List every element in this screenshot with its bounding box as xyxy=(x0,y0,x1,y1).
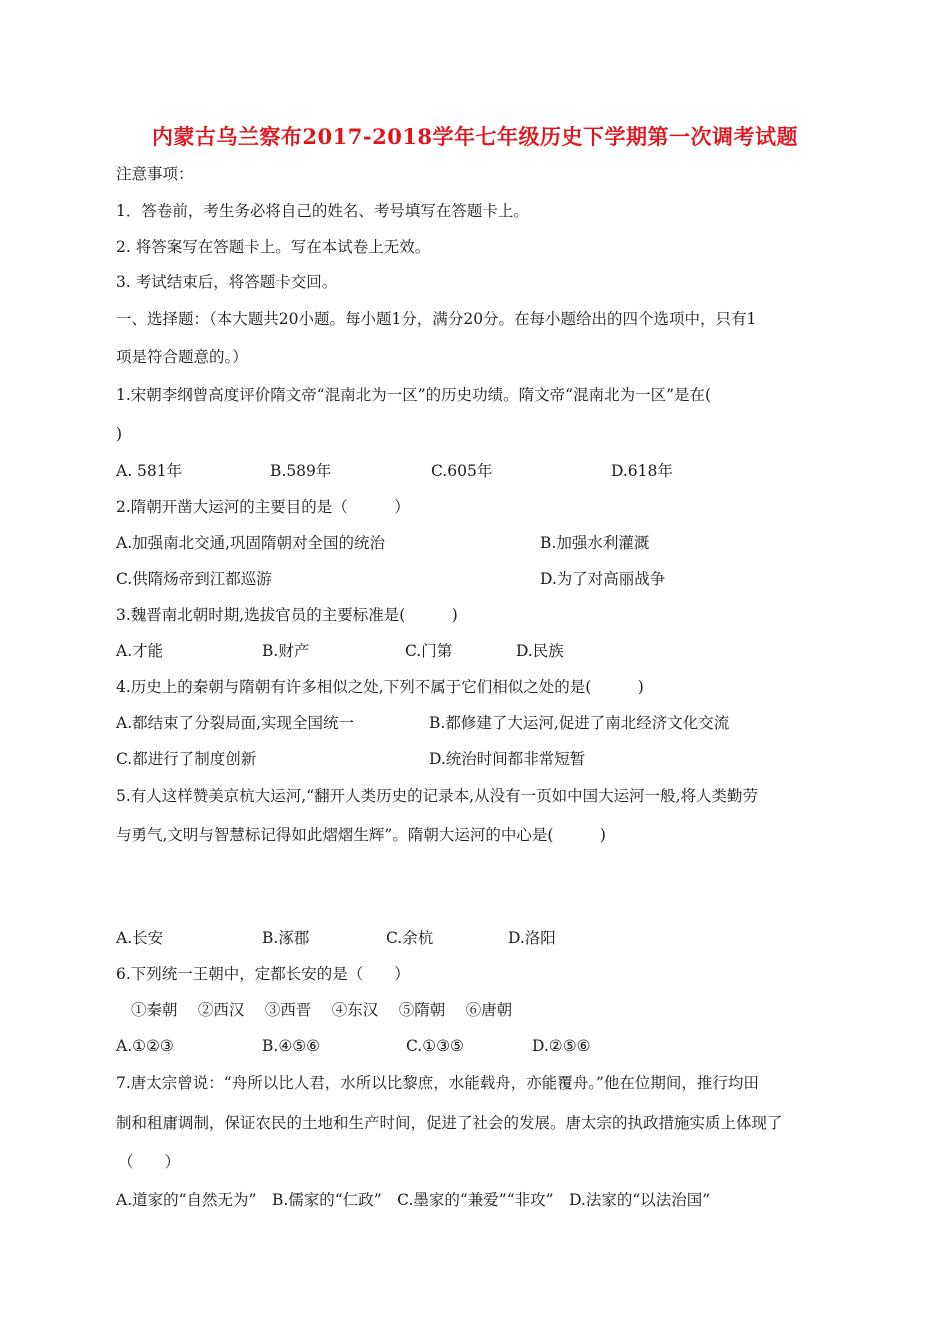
q6-choices: ①秦朝 ②西汉 ③西晋 ④东汉 ⑤隋朝 ⑥唐朝 xyxy=(131,1001,513,1019)
q2-option-a: A.加强南北交通,巩固隋朝对全国的统治 xyxy=(116,534,386,552)
q6-option-c: C.①③⑤ xyxy=(406,1037,464,1055)
question-7-blank: （ ） xyxy=(118,1153,181,1171)
q1-option-c: C.605年 xyxy=(431,462,493,480)
question-6-stem: 6.下列统一王朝中，定都长安的是（ ） xyxy=(116,965,410,983)
question-5-stem-cont: 与勇气,文明与智慧标记得如此熠熠生辉”。隋朝大运河的中心是( ) xyxy=(116,826,606,844)
question-7-stem: 7.唐太宗曾说：“舟所以比人君，水所以比黎庶，水能载舟，亦能覆舟。”他在位期间，推行均田 xyxy=(116,1074,759,1092)
question-4-stem: 4.历史上的秦朝与隋朝有许多相似之处,下列不属于它们相似之处的是( ) xyxy=(116,678,644,696)
question-7-stem-cont: 制和租庸调制，保证农民的土地和生产时间，促进了社会的发展。唐太宗的执政措施实质上体现了 xyxy=(116,1114,783,1132)
question-3-stem: 3.魏晋南北朝时期,选拔官员的主要标准是( ) xyxy=(116,606,458,624)
q2-option-c: C.供隋炀帝到江都巡游 xyxy=(116,570,272,588)
q5-option-c: C.余杭 xyxy=(386,929,434,947)
q1-option-d: D.618年 xyxy=(611,462,673,480)
q4-option-c: C.都进行了制度创新 xyxy=(116,750,257,768)
q5-option-b: B.涿郡 xyxy=(262,929,310,947)
notice-item: 2. 将答案写在答题卡上。写在本试卷上无效。 xyxy=(116,238,431,256)
question-1-stem-cont: ) xyxy=(116,425,123,443)
q3-option-c: C.门第 xyxy=(405,642,453,660)
q1-option-b: B.589年 xyxy=(270,462,332,480)
q4-option-b: B.都修建了大运河,促进了南北经济文化交流 xyxy=(429,714,730,732)
q2-option-b: B.加强水利灌溉 xyxy=(540,534,650,552)
q5-option-d: D.洛阳 xyxy=(508,929,556,947)
notice-heading: 注意事项： xyxy=(116,165,194,183)
notice-item: 3. 考试结束后，将答题卡交回。 xyxy=(116,273,338,291)
q6-option-b: B.④⑤⑥ xyxy=(262,1037,321,1055)
section-heading: 一、选择题：（本大题共20小题。每小题1分，满分20分。在每小题给出的四个选项中，只有1 xyxy=(116,310,757,328)
q2-option-d: D.为了对高丽战争 xyxy=(540,570,666,588)
q7-options: A.道家的“自然无为” B.儒家的“仁政” C.墨家的“兼爱”“非攻” D.法家的“以法治国” xyxy=(116,1191,711,1209)
section-heading-cont: 项是符合题意的。） xyxy=(116,348,248,366)
page-title: 内蒙古乌兰察布2017-2018学年七年级历史下学期第一次调考试题 xyxy=(151,124,799,149)
question-5-stem: 5.有人这样赞美京杭大运河,“翻开人类历史的记录本,从没有一页如中国大运河一般,将人类勤劳 xyxy=(116,787,758,805)
notice-item: 1．答卷前，考生务必将自己的姓名、考号填写在答题卡上。 xyxy=(116,202,529,220)
q3-option-b: B.财产 xyxy=(262,642,310,660)
question-1-stem: 1.宋朝李纲曾高度评价隋文帝“混南北为一区”的历史功绩。隋文帝“混南北为一区”是在( xyxy=(116,386,712,404)
q5-option-a: A.长安 xyxy=(116,929,164,947)
q3-option-a: A.才能 xyxy=(116,642,164,660)
q3-option-d: D.民族 xyxy=(516,642,564,660)
question-2-stem: 2.隋朝开凿大运河的主要目的是（ ） xyxy=(116,498,410,516)
q1-option-a: A. 581年 xyxy=(116,462,183,480)
q4-option-d: D.统治时间都非常短暂 xyxy=(429,750,586,768)
q4-option-a: A.都结束了分裂局面,实现全国统一 xyxy=(116,714,355,732)
q6-option-d: D.②⑤⑥ xyxy=(532,1037,591,1055)
q6-option-a: A.①②③ xyxy=(116,1037,174,1055)
